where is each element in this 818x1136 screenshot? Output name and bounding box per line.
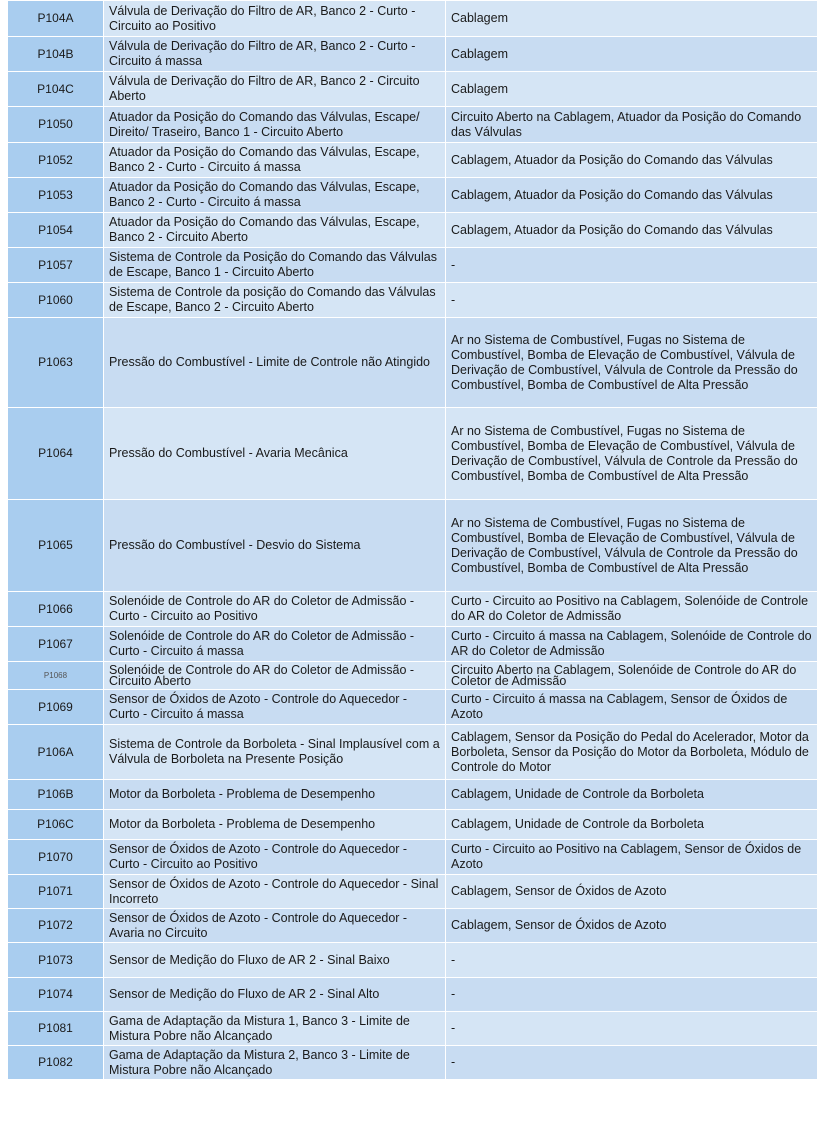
table-row [8,72,818,107]
table-row [8,178,818,213]
description-cell: Sensor de Óxidos de Azoto - Controle do Aquecedor - Sinal Incorreto [104,875,446,909]
code-cell: P1053 [8,178,104,213]
code-cell: P1060 [8,283,104,318]
causes-cell: Curto - Circuito á massa na Cablagem, Sensor de Óxidos de Azoto [446,690,818,725]
code-cell: P106C [8,810,104,840]
causes-cell: - [446,943,818,978]
description-cell: Sensor de Óxidos de Azoto - Controle do Aquecedor - Curto - Circuito á massa [104,690,446,725]
code-cell: P1071 [8,875,104,909]
causes-cell: Cablagem [446,72,818,107]
causes-cell: Curto - Circuito ao Positivo na Cablagem, Sensor de Óxidos de Azoto [446,840,818,875]
description-cell: Pressão do Combustível - Limite de Controle não Atingido [104,318,446,408]
table-row [8,1,818,37]
table-row [8,943,818,978]
description-cell: Atuador da Posição do Comando das Válvulas, Escape, Banco 2 - Curto - Circuito á massa [104,178,446,213]
description-cell: Sistema de Controle da Borboleta - Sinal Implausível com a Válvula de Borboleta na Presente Posição [104,725,446,780]
code-cell: P1068 [8,662,104,690]
code-cell: P1067 [8,627,104,662]
table-row [8,500,818,592]
causes-cell: Cablagem [446,37,818,72]
code-cell: P1050 [8,107,104,143]
description-cell: Motor da Borboleta - Problema de Desempenho [104,780,446,810]
code-cell: P1081 [8,1012,104,1046]
code-cell: P1057 [8,248,104,283]
table-row [8,690,818,725]
description-cell: Sensor de Medição do Fluxo de AR 2 - Sinal Baixo [104,943,446,978]
causes-cell: Cablagem, Sensor de Óxidos de Azoto [446,909,818,943]
causes-cell: Curto - Circuito ao Positivo na Cablagem, Solenóide de Controle do AR do Coletor de Admissão [446,592,818,627]
description-cell: Gama de Adaptação da Mistura 1, Banco 3 - Limite de Mistura Pobre não Alcançado [104,1012,446,1046]
code-cell: P106A [8,725,104,780]
code-cell: P1063 [8,318,104,408]
causes-cell: Ar no Sistema de Combustível, Fugas no Sistema de Combustível, Bomba de Elevação de Combustível, Válvula de Derivação de Combustível, Válvula de Controle da Pressão do Combustível, Bomba de Combustível de Alta Pressão [446,408,818,500]
description-cell: Pressão do Combustível - Avaria Mecânica [104,408,446,500]
causes-cell: Ar no Sistema de Combustível, Fugas no Sistema de Combustível, Bomba de Elevação de Combustível, Válvula de Derivação de Combustível, Válvula de Controle da Pressão do Combustível, Bomba de Combustível de Alta Pressão [446,500,818,592]
table-row [8,143,818,178]
causes-cell: - [446,283,818,318]
causes-cell: Cablagem, Unidade de Controle da Borboleta [446,780,818,810]
causes-cell: - [446,1046,818,1080]
causes-cell: Circuito Aberto na Cablagem, Atuador da Posição do Comando das Válvulas [446,107,818,143]
causes-cell: Cablagem, Unidade de Controle da Borboleta [446,810,818,840]
code-cell: P1054 [8,213,104,248]
causes-cell: Cablagem, Atuador da Posição do Comando das Válvulas [446,178,818,213]
table-row [8,213,818,248]
code-cell: P1072 [8,909,104,943]
table-row [8,725,818,780]
table-row [8,780,818,810]
description-cell: Atuador da Posição do Comando das Válvulas, Escape, Banco 2 - Circuito Aberto [104,213,446,248]
code-cell: P106B [8,780,104,810]
description-cell: Pressão do Combustível - Desvio do Sistema [104,500,446,592]
code-cell: P1052 [8,143,104,178]
causes-cell: Cablagem [446,1,818,37]
code-cell: P1069 [8,690,104,725]
description-cell: Motor da Borboleta - Problema de Desempenho [104,810,446,840]
table-row [8,1012,818,1046]
table-row [8,810,818,840]
description-cell: Solenóide de Controle do AR do Coletor de Admissão - Curto - Circuito ao Positivo [104,592,446,627]
causes-cell: Cablagem, Sensor de Óxidos de Azoto [446,875,818,909]
description-cell: Atuador da Posição do Comando das Válvulas, Escape/ Direito/ Traseiro, Banco 1 - Circuito Aberto [104,107,446,143]
description-cell: Sistema de Controle da Posição do Comando das Válvulas de Escape, Banco 1 - Circuito Aberto [104,248,446,283]
description-cell: Válvula de Derivação do Filtro de AR, Banco 2 - Curto - Circuito ao Positivo [104,1,446,37]
table-row [8,840,818,875]
table-row [8,107,818,143]
description-cell: Solenóide de Controle do AR do Coletor de Admissão - Curto - Circuito á massa [104,627,446,662]
code-cell: P1074 [8,978,104,1012]
table-row [8,318,818,408]
description-cell: Sensor de Óxidos de Azoto - Controle do Aquecedor - Curto - Circuito ao Positivo [104,840,446,875]
table-row [8,37,818,72]
description-cell: Gama de Adaptação da Mistura 2, Banco 3 - Limite de Mistura Pobre não Alcançado [104,1046,446,1080]
description-cell: Sistema de Controle da posição do Comando das Válvulas de Escape, Banco 2 - Circuito Aberto [104,283,446,318]
code-cell: P1070 [8,840,104,875]
causes-cell: - [446,248,818,283]
code-cell: P1082 [8,1046,104,1080]
description-cell: Sensor de Medição do Fluxo de AR 2 - Sinal Alto [104,978,446,1012]
causes-cell: Cablagem, Atuador da Posição do Comando das Válvulas [446,213,818,248]
causes-cell: Cablagem, Sensor da Posição do Pedal do Acelerador, Motor da Borboleta, Sensor da Posição do Motor da Borboleta, Módulo de Controle do Motor [446,725,818,780]
causes-cell: - [446,978,818,1012]
causes-cell: - [446,1012,818,1046]
code-cell: P1064 [8,408,104,500]
table-row [8,875,818,909]
causes-cell: Circuito Aberto na Cablagem, Solenóide de Controle do AR do Coletor de Admissão [446,662,818,690]
table-row [8,627,818,662]
code-cell: P1073 [8,943,104,978]
table-row [8,248,818,283]
table-row [8,662,818,690]
code-cell: P1065 [8,500,104,592]
table-row [8,1046,818,1080]
code-cell: P104C [8,72,104,107]
table-row [8,283,818,318]
table-row [8,909,818,943]
causes-cell: Curto - Circuito á massa na Cablagem, Solenóide de Controle do AR do Coletor de Admissão [446,627,818,662]
causes-cell: Cablagem, Atuador da Posição do Comando das Válvulas [446,143,818,178]
table-row [8,592,818,627]
causes-cell: Ar no Sistema de Combustível, Fugas no Sistema de Combustível, Bomba de Elevação de Combustível, Válvula de Derivação de Combustível, Válvula de Controle da Pressão do Combustível, Bomba de Combustível de Alta Pressão [446,318,818,408]
description-cell: Válvula de Derivação do Filtro de AR, Banco 2 - Curto - Circuito á massa [104,37,446,72]
description-cell: Solenóide de Controle do AR do Coletor de Admissão - Circuito Aberto [104,662,446,690]
description-cell: Válvula de Derivação do Filtro de AR, Banco 2 - Circuito Aberto [104,72,446,107]
code-cell: P104B [8,37,104,72]
code-cell: P1066 [8,592,104,627]
description-cell: Sensor de Óxidos de Azoto - Controle do Aquecedor - Avaria no Circuito [104,909,446,943]
fault-code-table [7,0,818,1080]
code-cell: P104A [8,1,104,37]
table-row [8,978,818,1012]
fault-code-rows [8,1,818,1080]
table-row [8,408,818,500]
description-cell: Atuador da Posição do Comando das Válvulas, Escape, Banco 2 - Curto - Circuito á massa [104,143,446,178]
